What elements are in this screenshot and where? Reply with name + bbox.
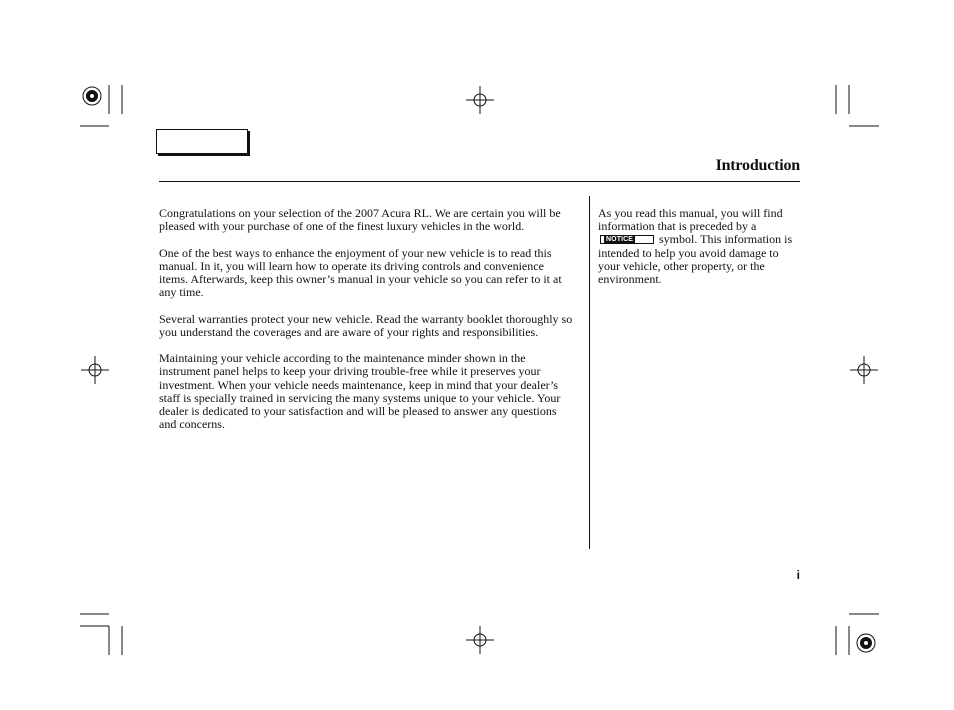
- paragraph-warranties: Several warranties protect your new vehicle. Read the warranty booklet thoroughly so you understand the coverages and are aware of your rights and responsibilities.: [159, 311, 573, 339]
- notice-text-before: As you read this manual, you will find information that is preceded by a: [598, 206, 783, 234]
- page-title: Introduction: [715, 157, 800, 174]
- page-number: i: [796, 568, 800, 582]
- notice-paragraph: [598, 207, 798, 286]
- paragraph-read-manual: One of the best ways to enhance the enjoyment of your new vehicle is to read this manual. In it, you will learn how to operate its driving controls and convenience items. Afterwards, keep this owner’s manual in your vehicle so you can refer to it at any time.: [159, 245, 562, 300]
- paragraph-congratulations: Congratulations on your selection of the 2007 Acura RL. We are certain you will be pleased with your purchase of one of the finest luxury vehicles in the world.: [159, 206, 561, 234]
- notice-label: NOTICE: [606, 236, 634, 244]
- header-rule: [159, 181, 800, 182]
- section-tab-box: [156, 129, 248, 154]
- right-column: [598, 207, 798, 286]
- paragraph-maintenance: Maintaining your vehicle according to the maintenance minder shown in the instrument panel helps to keep your driving trouble-free while it preserves your investment. When your vehicle needs maintenance, keep in mind that your dealer’s staff is specially trained in servicing the many systems unique to your vehicle. Your dealer is dedicated to your satisfaction and will be pleased to answer any questions and concerns.: [159, 351, 561, 432]
- notice-text-after: symbol. This information is intended to help you avoid damage to your vehicle, other property, or the environment.: [598, 232, 793, 287]
- column-divider: [589, 196, 590, 549]
- notice-symbol-icon: [600, 235, 654, 244]
- left-column: [159, 207, 575, 445]
